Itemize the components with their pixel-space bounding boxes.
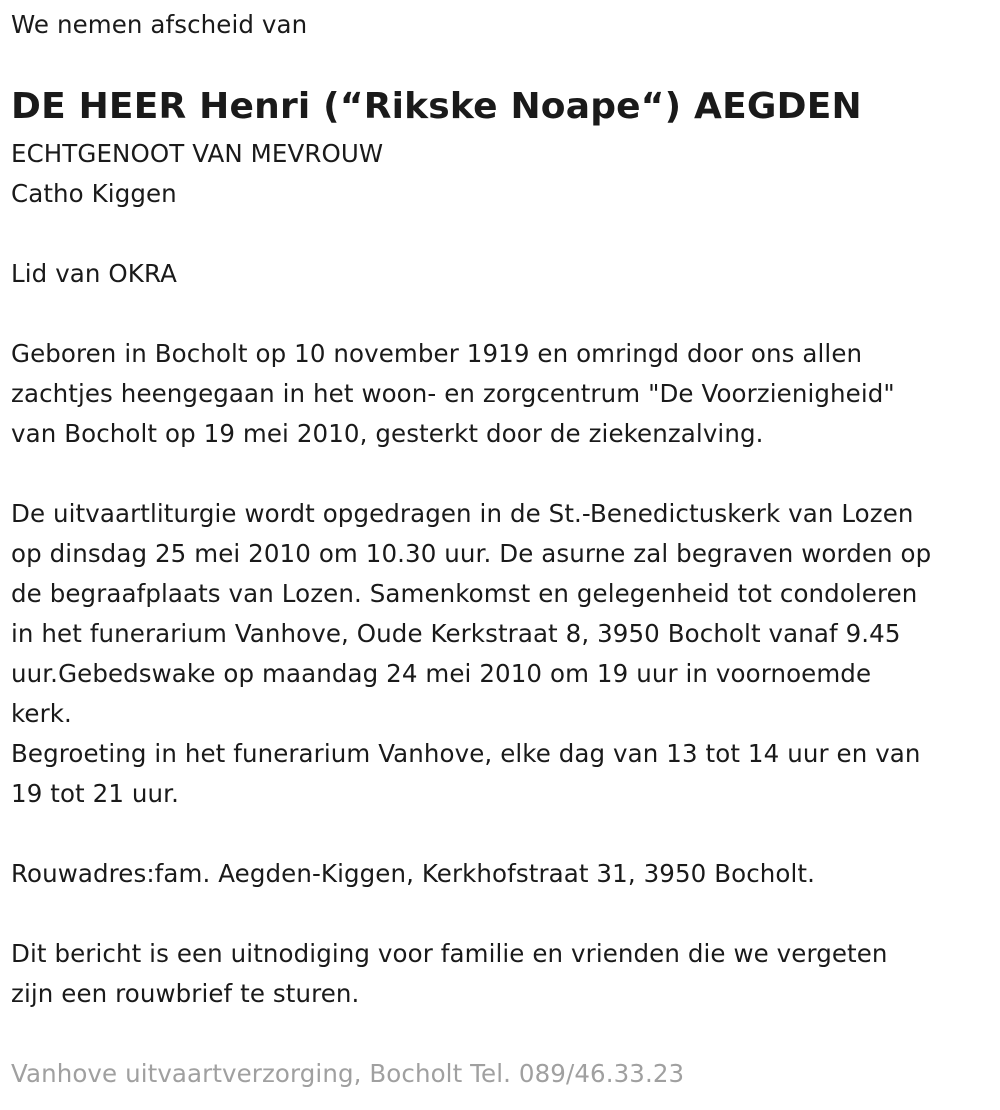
paragraph-line: zijn een rouwbrief te sturen.: [11, 979, 360, 1008]
address-block: [11, 854, 815, 894]
deceased-name: DE HEER Henri (“Rikske Noape“) AEGDEN: [11, 86, 862, 127]
paragraph-line: zachtjes heengegaan in het woon- en zorgcentrum "De Voorzienigheid": [11, 379, 895, 408]
paragraph-line: De uitvaartliturgie wordt opgedragen in de St.-Benedictuskerk van Lozen: [11, 499, 914, 528]
intro-text: We nemen afscheid van: [11, 10, 308, 39]
spouse-title: ECHTGENOOT VAN MEVROUW: [11, 139, 384, 168]
spouse-block: [11, 134, 383, 214]
mourning-address: Rouwadres:fam. Aegden-Kiggen, Kerkhofstraat 31, 3950 Bocholt.: [11, 859, 816, 888]
paragraph-line: 19 tot 21 uur.: [11, 779, 179, 808]
funeral-home-footer: Vanhove uitvaartverzorging, Bocholt Tel. 089/46.33.23: [11, 1059, 685, 1088]
paragraph-line: de begraafplaats van Lozen. Samenkomst en gelegenheid tot condoleren: [11, 579, 918, 608]
funeral-paragraph: [11, 494, 931, 814]
invitation-paragraph: [11, 934, 888, 1014]
paragraph-line: in het funerarium Vanhove, Oude Kerkstraat 8, 3950 Bocholt vanaf 9.45: [11, 619, 901, 648]
paragraph-line: Begroeting in het funerarium Vanhove, elke dag van 13 tot 14 uur en van: [11, 739, 921, 768]
paragraph-line: Dit bericht is een uitnodiging voor familie en vrienden die we vergeten: [11, 939, 888, 968]
membership-block: [11, 254, 177, 294]
paragraph-line: van Bocholt op 19 mei 2010, gesterkt door de ziekenzalving.: [11, 419, 764, 448]
paragraph-line: Geboren in Bocholt op 10 november 1919 en omringd door ons allen: [11, 339, 863, 368]
spouse-name: Catho Kiggen: [11, 179, 177, 208]
paragraph-line: kerk.: [11, 699, 72, 728]
birth-death-paragraph: [11, 334, 895, 454]
paragraph-line: uur.Gebedswake op maandag 24 mei 2010 om 19 uur in voornoemde: [11, 659, 872, 688]
membership-text: Lid van OKRA: [11, 259, 177, 288]
paragraph-line: op dinsdag 25 mei 2010 om 10.30 uur. De asurne zal begraven worden op: [11, 539, 932, 568]
